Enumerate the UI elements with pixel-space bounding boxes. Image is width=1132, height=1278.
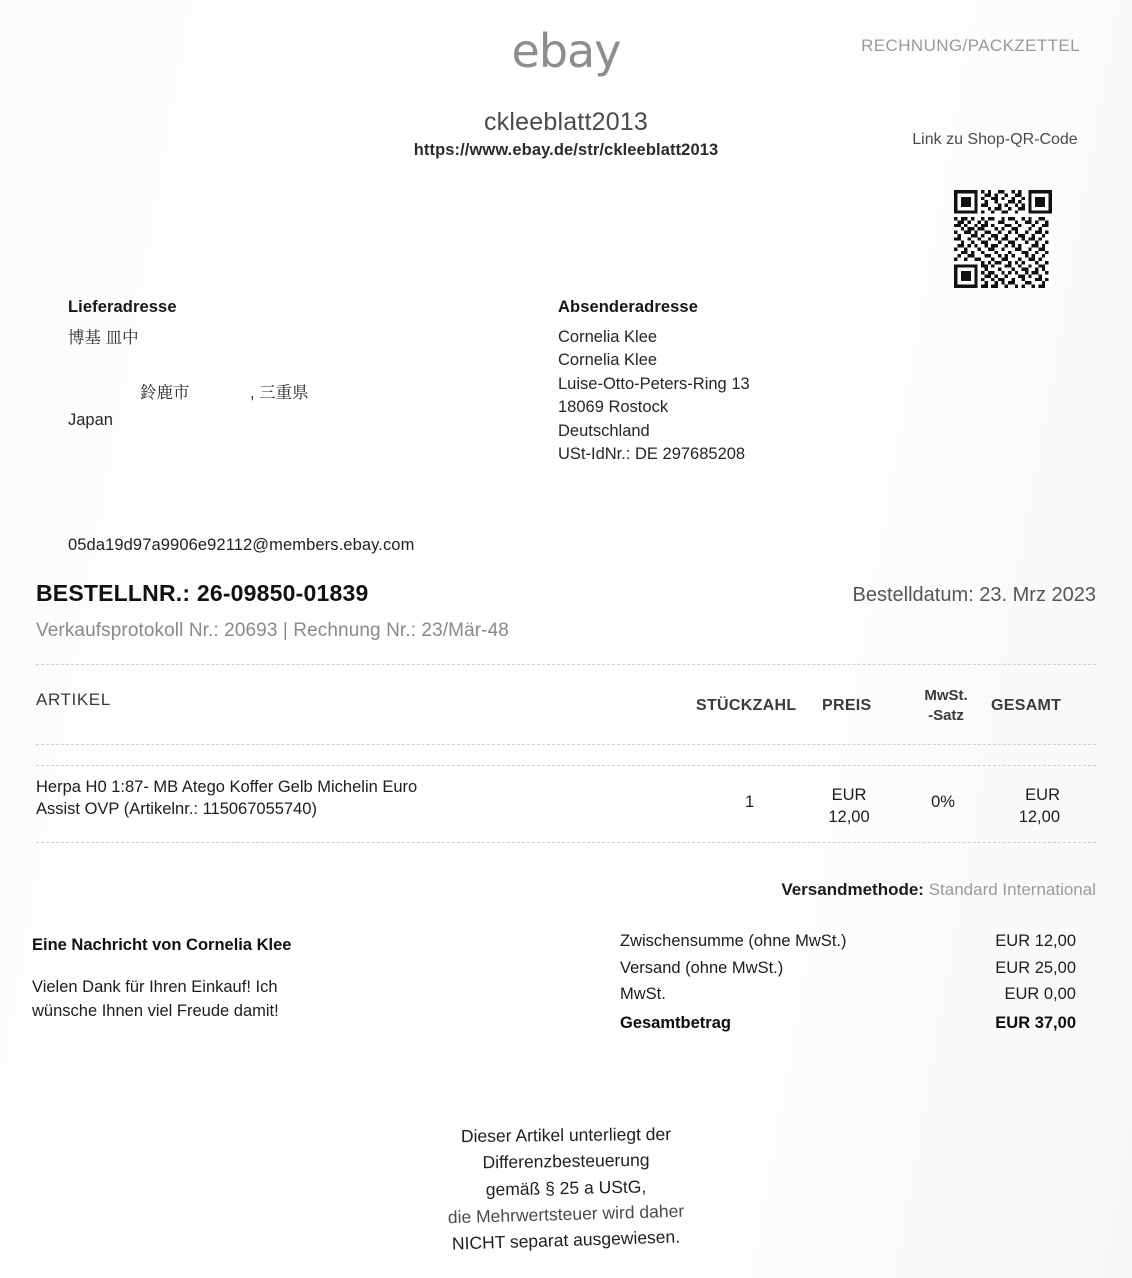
shipping-address-country: Japan	[68, 410, 113, 429]
sender-address-line: Deutschland	[558, 421, 650, 440]
totals-row-grand-total	[620, 1010, 1076, 1037]
totals-label: Gesamtbetrag	[620, 1014, 731, 1033]
shop-url: https://www.ebay.de/str/ckleeblatt2013	[413, 141, 719, 159]
seller-message-line1: Vielen Dank für Ihren Einkauf! Ich	[32, 978, 278, 996]
ebay-logo: ebay	[511, 24, 621, 78]
tax-note-line5: NICHT separat ausgewiesen.	[451, 1226, 681, 1254]
totals-value: EUR 12,00	[995, 932, 1076, 950]
shipping-method-label: Versandmethode:	[781, 880, 924, 899]
totals-label: MwSt.	[620, 985, 666, 1004]
tax-note-line4: die Mehrwertsteuer wird daher	[447, 1200, 685, 1228]
table-divider-row-top	[36, 765, 1096, 766]
shipping-method	[781, 880, 1096, 900]
document-type-label: RECHNUNG/PACKZETTEL	[861, 36, 1080, 55]
column-header-artikel: ARTIKEL	[36, 690, 111, 709]
sender-address-title: Absenderadresse	[558, 298, 698, 316]
shipping-address-block	[68, 298, 488, 432]
sender-address-line: 18069 Rostock	[558, 398, 669, 417]
sender-address-block	[558, 298, 958, 467]
shop-name: ckleeblatt2013	[483, 108, 649, 136]
item-total-currency: EUR	[1025, 786, 1060, 804]
column-header-preis: PREIS	[822, 697, 872, 714]
item-price-value: 12,00	[828, 808, 870, 827]
item-total-value: 12,00	[1018, 808, 1060, 827]
totals-row-shipping	[620, 955, 1076, 982]
item-vat-rate: 0%	[931, 793, 955, 811]
table-divider-top	[36, 664, 1096, 665]
table-divider-bottom	[36, 842, 1096, 843]
column-header-mwst-line1: MwSt.	[924, 687, 968, 704]
totals-value: EUR 37,00	[995, 1014, 1076, 1033]
shipping-address-city-row	[68, 381, 488, 407]
shipping-method-value: Standard International	[928, 880, 1096, 899]
shipping-address-name: 博基 皿中	[68, 329, 139, 347]
sender-address-line: Cornelia Klee	[558, 328, 658, 346]
order-date: Bestelldatum: 23. Mrz 2023	[852, 584, 1096, 606]
table-divider-header	[36, 744, 1096, 745]
tax-note-line3: gemäß § 25 a UStG,	[485, 1175, 647, 1200]
sales-protocol-line: Verkaufsprotokoll Nr.: 20693 | Rechnung Nr.: 23/Mär-48	[36, 620, 509, 641]
item-quantity: 1	[745, 793, 755, 811]
qr-code-icon	[954, 190, 1052, 288]
column-header-mwst-line2: -Satz	[928, 707, 964, 725]
totals-row-vat	[620, 981, 1076, 1008]
item-price	[818, 784, 880, 829]
tax-note-line1: Dieser Artikel unterliegt der	[460, 1123, 672, 1147]
item-price-currency: EUR	[831, 786, 867, 804]
item-description-line1: Herpa H0 1:87- MB Atego Koffer Gelb Michelin Euro	[36, 778, 418, 796]
item-description-line2: Assist OVP (Artikelnr.: 115067055740)	[36, 800, 317, 819]
sender-vat-id: USt-IdNr.: DE 297685208	[558, 445, 746, 464]
shipping-address-city: 鈴鹿市	[140, 383, 190, 402]
shipping-address-prefecture: , 三重県	[250, 383, 309, 402]
totals-row-subtotal	[620, 928, 1076, 955]
column-header-gesamt: GESAMT	[991, 697, 1062, 714]
order-number: BESTELLNR.: 26-09850-01839	[36, 580, 369, 606]
seller-message-title: Eine Nachricht von Cornelia Klee	[32, 936, 292, 954]
shipping-address-title: Lieferadresse	[68, 298, 177, 316]
seller-message-line2: wünsche Ihnen viel Freude damit!	[32, 1001, 279, 1020]
totals-value: EUR 0,00	[1004, 985, 1076, 1004]
totals-block	[620, 928, 1076, 1037]
tax-footer-note	[0, 1122, 1132, 1253]
totals-value: EUR 25,00	[995, 958, 1076, 977]
buyer-email: 05da19d97a9906e92112@members.ebay.com	[68, 536, 415, 554]
sender-address-line: Luise-Otto-Peters-Ring 13	[558, 374, 750, 393]
qr-code-label: Link zu Shop-QR-Code	[912, 131, 1078, 148]
totals-label: Versand (ohne MwSt.)	[620, 958, 784, 977]
sender-address-line: Cornelia Klee	[558, 351, 658, 370]
tax-note-line2: Differenzbesteuerung	[482, 1149, 650, 1173]
column-header-mwst	[915, 686, 977, 727]
column-header-stueckzahl: STÜCKZAHL	[696, 697, 797, 714]
table-row	[36, 776, 656, 821]
totals-label: Zwischensumme (ohne MwSt.)	[620, 932, 847, 950]
item-total	[988, 784, 1060, 829]
seller-message-body	[32, 976, 362, 1024]
